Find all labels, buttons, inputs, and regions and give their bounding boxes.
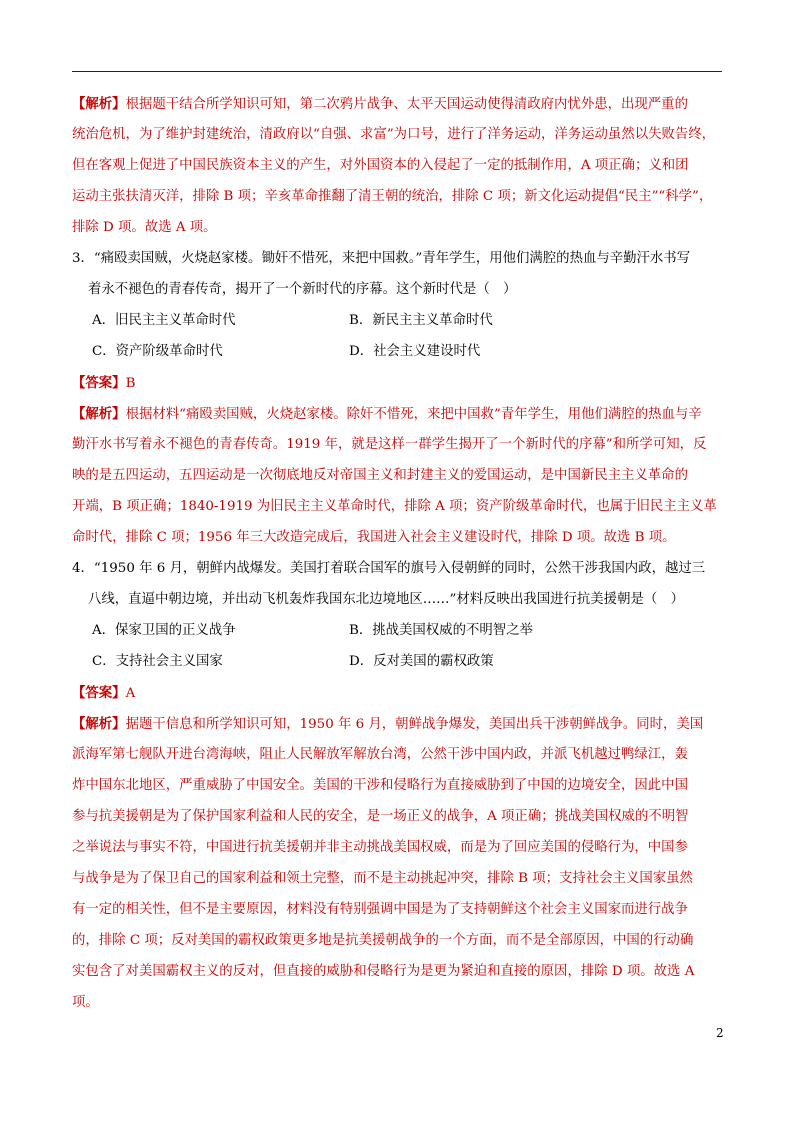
q3-answer: 【答案】B — [72, 375, 136, 391]
q4-analysis-line: 【解析】据题干信息和所学知识可知，1950 年 6 月，朝鲜战争爆发，美国出兵干涉朝鲜战争。同时，美国 — [72, 716, 704, 732]
analysis-line: 但在客观上促进了中国民族资本主义的产生，对外国资本的入侵起了一定的抵制作用，A 项正确；义和团 — [72, 158, 689, 173]
question-3-stem: 3．“痛殴卖国贼，火烧赵家楼。锄奸不惜死，来把中国救。”青年学生，用他们满腔的热血与辛勤汗水书写 — [72, 251, 691, 266]
question-3-stem: 着永不褪色的青春传奇，揭开了一个新时代的序幕。这个新时代是（ ） — [88, 282, 517, 297]
analysis-line: 运动主张扶清灭洋，排除 B 项；辛亥革命推翻了清王朝的统治，排除 C 项；新文化运动提倡“民主”“科学”， — [72, 189, 713, 204]
analysis-line: 统治危机，为了维护封建统治，清政府以“自强、求富”为口号，进行了洋务运动，洋务运动虽然以失败告终， — [72, 127, 716, 142]
q4-analysis-line: 派海军第七舰队开进台湾海峡，阻止人民解放军解放台湾，公然干涉中国内政，并派飞机越过鸭绿江，轰 — [72, 747, 688, 762]
q3-analysis-line: 【解析】根据材料“痛殴卖国贼，火烧赵家楼。除奸不惜死，来把中国救”青年学生，用他们满腔的热血与辛 — [72, 406, 702, 422]
q3-option-c: C．资产阶级革命时代 — [92, 344, 223, 359]
q3-option-d: D．社会主义建设时代 — [349, 344, 481, 359]
q4-option-d: D．反对美国的霸权政策 — [349, 654, 494, 669]
q4-analysis-line: 参与抗美援朝是为了保护国家利益和人民的安全，是一场正义的战争，A 项正确；挑战美国权威的不明智 — [72, 809, 689, 824]
analysis-line: 【解析】根据题干结合所学知识可知，第二次鸦片战争、太平天国运动使得清政府内忧外患，出现严重的 — [72, 96, 688, 112]
q4-analysis-line: 的，排除 C 项；反对美国的霸权政策更多地是抗美援朝战争的一个方面，而不是全部原因，中国的行动确 — [72, 933, 694, 948]
analysis-line: 排除 D 项。故选 A 项。 — [72, 220, 217, 235]
q3-analysis-line: 命时代，排除 C 项；1956 年三大改造完成后，我国进入社会主义建设时代，排除 D 项。故选 B 项。 — [72, 530, 676, 545]
q4-option-b: B．挑战美国权威的不明智之举 — [349, 623, 533, 638]
q3-analysis-line: 开端，B 项正确；1840-1919 为旧民主主义革命时代，排除 A 项；资产阶级革命时代，也属于旧民主主义革 — [72, 499, 717, 514]
question-4-stem: 4．“1950 年 6 月，朝鲜内战爆发。美国打着联合国军的旗号入侵朝鲜的同时，公然干涉我国内政，越过三 — [72, 561, 706, 576]
q4-analysis-line: 实包含了对美国霸权主义的反对，但直接的威胁和侵略行为是更为紧迫和直接的原因，排除 D 项。故选 A — [72, 964, 695, 979]
question-4-stem: 八线，直逼中朝边境，并出动飞机轰炸我国东北边境地区……”材料反映出我国进行抗美援朝是（ ） — [88, 592, 685, 607]
q4-option-a: A．保家卫国的正义战争 — [92, 623, 236, 638]
q4-answer: 【答案】A — [72, 685, 136, 701]
q3-option-a: A．旧民主主义革命时代 — [92, 313, 236, 328]
q3-analysis-line: 映的是五四运动，五四运动是一次彻底地反对帝国主义和封建主义的爱国运动，是中国新民主主义革命的 — [72, 468, 688, 483]
q4-analysis-line: 炸中国东北地区，严重威胁了中国安全。美国的干涉和侵略行为直接威胁到了中国的边境安全，因此中国 — [72, 778, 688, 793]
header-rule — [72, 71, 722, 72]
q4-analysis-line: 之举说法与事实不符，中国进行抗美援朝并非主动挑战美国权威，而是为了回应美国的侵略行为，中国参 — [72, 840, 688, 855]
q4-analysis-line: 项。 — [72, 995, 99, 1010]
q3-option-b: B．新民主主义革命时代 — [349, 313, 493, 328]
q4-option-c: C．支持社会主义国家 — [92, 654, 223, 669]
q4-analysis-line: 有一定的相关性，但不是主要原因，材料没有特别强调中国是为了支持朝鲜这个社会主义国家而进行战争 — [72, 902, 688, 917]
page-number: 2 — [716, 1026, 724, 1040]
q3-analysis-line: 勤汗水书写着永不褪色的青春传奇。1919 年，就是这样一群学生揭开了一个新时代的序幕”和所学可知，反 — [72, 437, 707, 452]
analysis-tag: 【解析】 — [72, 96, 126, 112]
q4-analysis-line: 与战争是为了保卫自己的国家利益和领土完整，而不是主动挑起冲突，排除 B 项；支持社会主义国家虽然 — [72, 871, 693, 886]
